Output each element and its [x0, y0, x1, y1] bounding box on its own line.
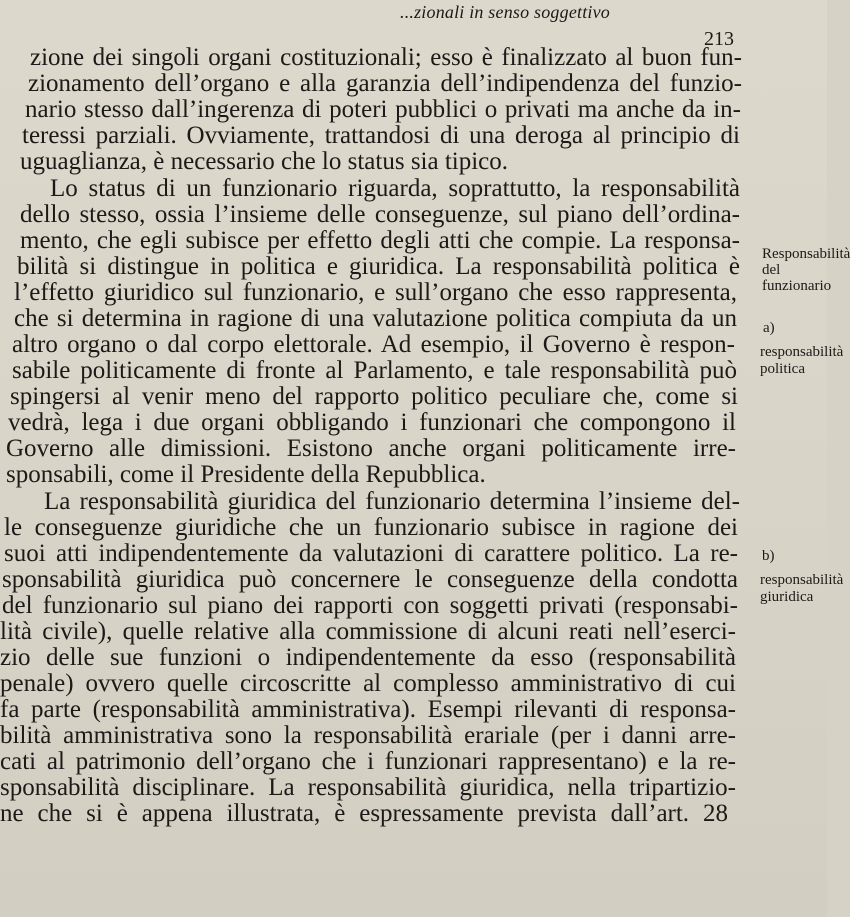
margin-note: b) — [762, 548, 775, 564]
text-line: sponsabilità giuridica può concernere le conseguenze della condotta — [2, 566, 738, 593]
margin-note: responsabilità — [760, 344, 844, 360]
margin-note: del — [762, 262, 781, 278]
text-line: altro organo o dal corpo elettorale. Ad esempio, il Governo è respon- — [12, 331, 735, 358]
text-line: dello stesso, ossia l’insieme delle conseguenze, sul piano dell’ordina- — [20, 201, 740, 228]
text-line: l’effetto giuridico sul funzionario, e sull’organo che esso rappresenta, — [14, 279, 737, 306]
text-line: sponsabili, come il Presidente della Repubblica. — [6, 461, 486, 488]
text-line: suoi atti indipendentemente da valutazioni di carattere politico. La re- — [4, 540, 738, 567]
text-line: sabile politicamente di fronte al Parlamento, e tale responsabilità può — [12, 357, 737, 384]
text-line: bilità si distingue in politica e giuridica. La responsabilità politica è — [17, 253, 740, 280]
text-line: ne che si è appena illustrata, è espressamente prevista dall’art. 28 — [0, 800, 728, 827]
margin-note: Responsabilità — [762, 246, 850, 262]
margin-note: politica — [760, 361, 805, 377]
text-line: mento, che egli subisce per effetto degli atti che compie. La responsa- — [20, 227, 740, 254]
text-line: Governo alle dimissioni. Esistono anche organi politicamente irre- — [6, 435, 736, 462]
text-line: penale) ovvero quelle circoscritte al complesso amministrativo di cui — [0, 670, 736, 697]
text-line: vedrà, lega i due organi obbligando i funzionari che compongono il — [8, 409, 736, 436]
text-line: zio delle sue funzioni o indipendentemente da esso (responsabilità — [0, 644, 736, 671]
text-line: spingersi al venir meno del rapporto politico peculiare che, come si — [10, 383, 738, 410]
text-line: nario stesso dall’ingerenza di poteri pubblici o privati ma anche da in- — [25, 96, 741, 123]
margin-note: a) — [763, 320, 775, 336]
text-line: cati al patrimonio dell’organo che i funzionari rappresentano) e la re- — [0, 748, 736, 775]
text-line: del funzionario sul piano dei rapporti con soggetti privati (responsabi- — [2, 592, 738, 619]
text-line: fa parte (responsabilità amministrativa). Esempi rilevanti di responsa- — [0, 696, 736, 723]
margin-note: giuridica — [760, 589, 814, 605]
text-line: La responsabilità giuridica del funzionario determina l’insieme del- — [44, 488, 740, 515]
text-line: uguaglianza, è necessario che lo status sia tipico. — [20, 148, 509, 175]
text-line: che si determina in ragione di una valutazione politica compiuta da un — [14, 305, 737, 332]
text-line: lità civile), quelle relative alla commissione di alcuni reati nell’eserci- — [0, 618, 736, 645]
text-line: zione dei singoli organi costituzionali; esso è finalizzato al buon fun- — [30, 44, 742, 71]
margin-note: responsabilità — [760, 572, 844, 588]
page-number: 213 — [704, 28, 734, 50]
text-line: bilità amministrativa sono la responsabilità erariale (per i danni arre- — [0, 722, 736, 749]
text-line: Lo status di un funzionario riguarda, soprattutto, la responsabilità — [50, 175, 740, 202]
text-line: sponsabilità disciplinare. La responsabilità giuridica, nella tripartizio- — [0, 774, 736, 801]
running-head: ...zionali in senso soggettivo — [400, 2, 610, 22]
text-line: le conseguenze giuridiche che un funzionario subisce in ragione dei — [4, 514, 738, 541]
margin-note: funzionario — [762, 278, 832, 294]
text-line: teressi parziali. Ovviamente, trattandosi di una deroga al principio di — [22, 122, 740, 149]
text-line: zionamento dell’organo e alla garanzia dell’indipendenza del funzio- — [28, 70, 742, 97]
